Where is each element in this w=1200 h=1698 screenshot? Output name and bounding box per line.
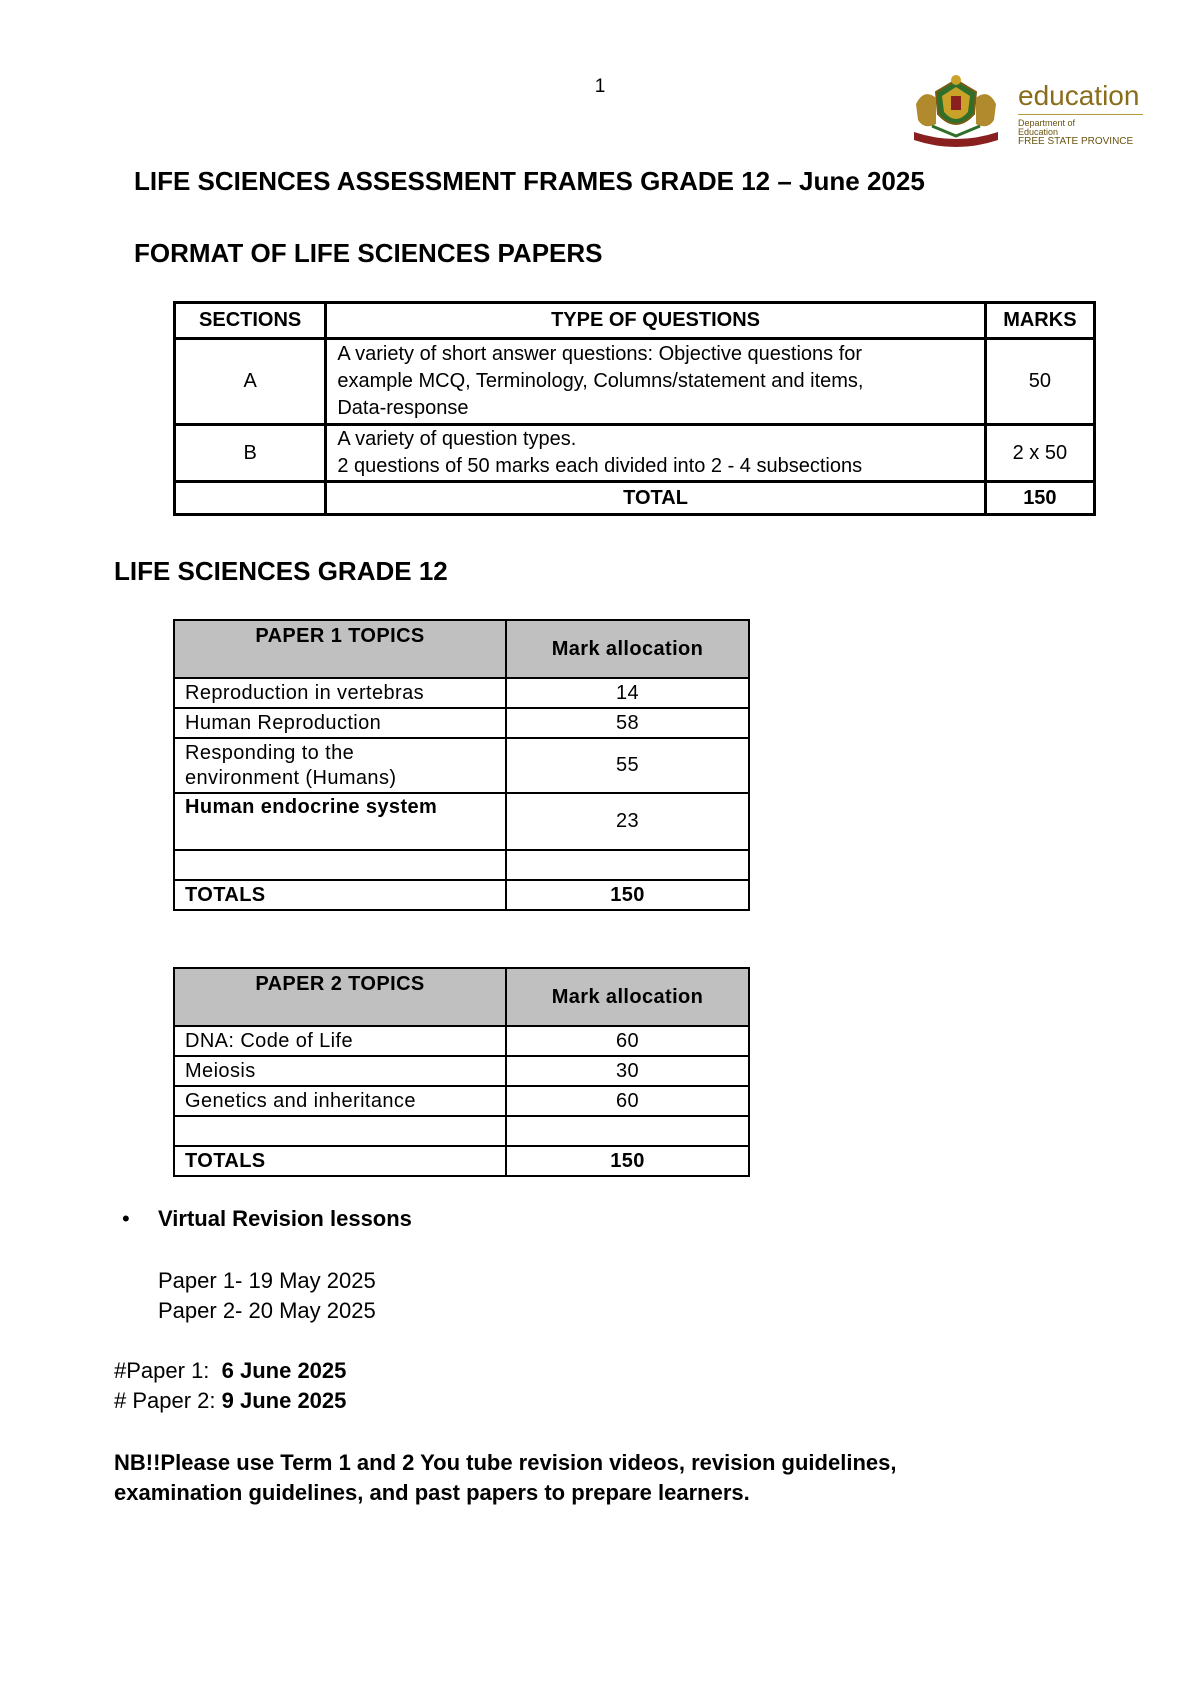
nb-note xyxy=(114,1448,1114,1508)
table-row xyxy=(175,339,1095,425)
format-heading: FORMAT OF LIFE SCIENCES PAPERS xyxy=(134,238,603,268)
exam-date: 6 June 2025 xyxy=(221,1358,347,1383)
table-row xyxy=(174,793,749,850)
type-line: A variety of question types. xyxy=(337,428,577,450)
nb-note-line: NB!!Please use Term 1 and 2 You tube revision videos, revision guidelines, xyxy=(114,1450,897,1475)
type-line: Data-response xyxy=(337,397,469,419)
table-row xyxy=(174,1086,749,1116)
paper2-header-row xyxy=(174,968,749,1026)
revision-date-paper2: Paper 2- 20 May 2025 xyxy=(158,1298,376,1323)
totals-row xyxy=(174,880,749,910)
format-table xyxy=(173,301,1096,516)
table-row xyxy=(174,738,749,793)
empty-cell xyxy=(506,850,749,880)
exam-date-paper1 xyxy=(114,1358,346,1384)
topic-cell: Human Reproduction xyxy=(174,708,506,738)
logo-department-line: Department of xyxy=(1018,118,1076,128)
table-row xyxy=(174,708,749,738)
exam-date-paper2 xyxy=(114,1388,346,1414)
totals-label: TOTALS xyxy=(174,1146,506,1176)
mark-cell: 60 xyxy=(506,1026,749,1056)
mark-cell: 30 xyxy=(506,1056,749,1086)
marks-cell: 50 xyxy=(985,339,1094,425)
section-cell: A xyxy=(175,339,326,425)
paper2-table xyxy=(173,967,750,1177)
revision-bullet-item xyxy=(122,1206,412,1232)
mark-cell: 14 xyxy=(506,678,749,708)
empty-row xyxy=(174,850,749,880)
mark-cell: 60 xyxy=(506,1086,749,1116)
paper1-topics-header: PAPER 1 TOPICS xyxy=(174,620,506,678)
header-sections: SECTIONS xyxy=(175,303,326,339)
logo-wordmark: education xyxy=(1018,80,1140,111)
totals-row xyxy=(174,1146,749,1176)
mark-cell: 23 xyxy=(506,793,749,850)
revision-date-paper1: Paper 1- 19 May 2025 xyxy=(158,1268,376,1293)
empty-cell xyxy=(506,1116,749,1146)
exam-prefix: # xyxy=(114,1358,127,1383)
exam-label: Paper 1: xyxy=(126,1358,222,1383)
logo-divider xyxy=(1018,114,1143,115)
table-row xyxy=(174,678,749,708)
empty-cell xyxy=(174,850,506,880)
mark-cell: 58 xyxy=(506,708,749,738)
paper1-header-row xyxy=(174,620,749,678)
empty-cell xyxy=(175,482,326,515)
marks-cell: 2 x 50 xyxy=(985,425,1094,482)
type-line: example MCQ, Terminology, Columns/statement and items, xyxy=(337,370,864,392)
topic-cell: Meiosis xyxy=(174,1056,506,1086)
coat-of-arms-icon xyxy=(906,74,1006,156)
paper2-mark-allocation-header: Mark allocation xyxy=(506,968,749,1026)
nb-note-line: examination guidelines, and past papers to prepare learners. xyxy=(114,1480,750,1505)
paper1-mark-allocation-header: Mark allocation xyxy=(506,620,749,678)
mark-cell: 55 xyxy=(506,738,749,793)
totals-marks: 150 xyxy=(506,1146,749,1176)
empty-row xyxy=(174,1116,749,1146)
table-row xyxy=(174,1026,749,1056)
total-marks: 150 xyxy=(985,482,1094,515)
header-marks: MARKS xyxy=(985,303,1094,339)
type-line: A variety of short answer questions: Objective questions for xyxy=(337,343,863,365)
exam-label: Paper 2: xyxy=(132,1388,222,1413)
total-label: TOTAL xyxy=(326,482,985,515)
section-cell: B xyxy=(175,425,326,482)
topic-cell: Genetics and inheritance xyxy=(174,1086,506,1116)
revision-heading: Virtual Revision lessons xyxy=(158,1206,412,1231)
header-type-of-questions: TYPE OF QUESTIONS xyxy=(326,303,985,339)
logo-education-line: Education xyxy=(1018,127,1059,137)
topic-cell: DNA: Code of Life xyxy=(174,1026,506,1056)
format-header-row xyxy=(175,303,1095,339)
bullet-icon: • xyxy=(122,1206,130,1231)
exam-date: 9 June 2025 xyxy=(221,1388,347,1413)
page-number: 1 xyxy=(594,76,606,97)
paper1-table xyxy=(173,619,750,911)
department-logo xyxy=(906,74,1156,156)
topic-cell xyxy=(174,738,506,793)
total-row xyxy=(175,482,1095,515)
exam-prefix: # xyxy=(114,1388,133,1413)
table-row xyxy=(174,1056,749,1086)
type-line: 2 questions of 50 marks each divided into 2 - 4 subsections xyxy=(337,455,863,477)
topic-line: environment (Humans) xyxy=(185,766,397,789)
type-cell xyxy=(326,339,985,425)
totals-marks: 150 xyxy=(506,880,749,910)
table-row xyxy=(175,425,1095,482)
topic-line: Responding to the xyxy=(185,741,355,764)
type-cell xyxy=(326,425,985,482)
topic-cell: Human endocrine system xyxy=(174,793,506,850)
grade-heading: LIFE SCIENCES GRADE 12 xyxy=(114,556,448,586)
totals-label: TOTALS xyxy=(174,880,506,910)
empty-cell xyxy=(174,1116,506,1146)
paper2-topics-header: PAPER 2 TOPICS xyxy=(174,968,506,1026)
page-title: LIFE SCIENCES ASSESSMENT FRAMES GRADE 12 – June 2025 xyxy=(134,166,925,196)
topic-cell: Reproduction in vertebras xyxy=(174,678,506,708)
logo-province: FREE STATE PROVINCE xyxy=(1018,136,1134,147)
